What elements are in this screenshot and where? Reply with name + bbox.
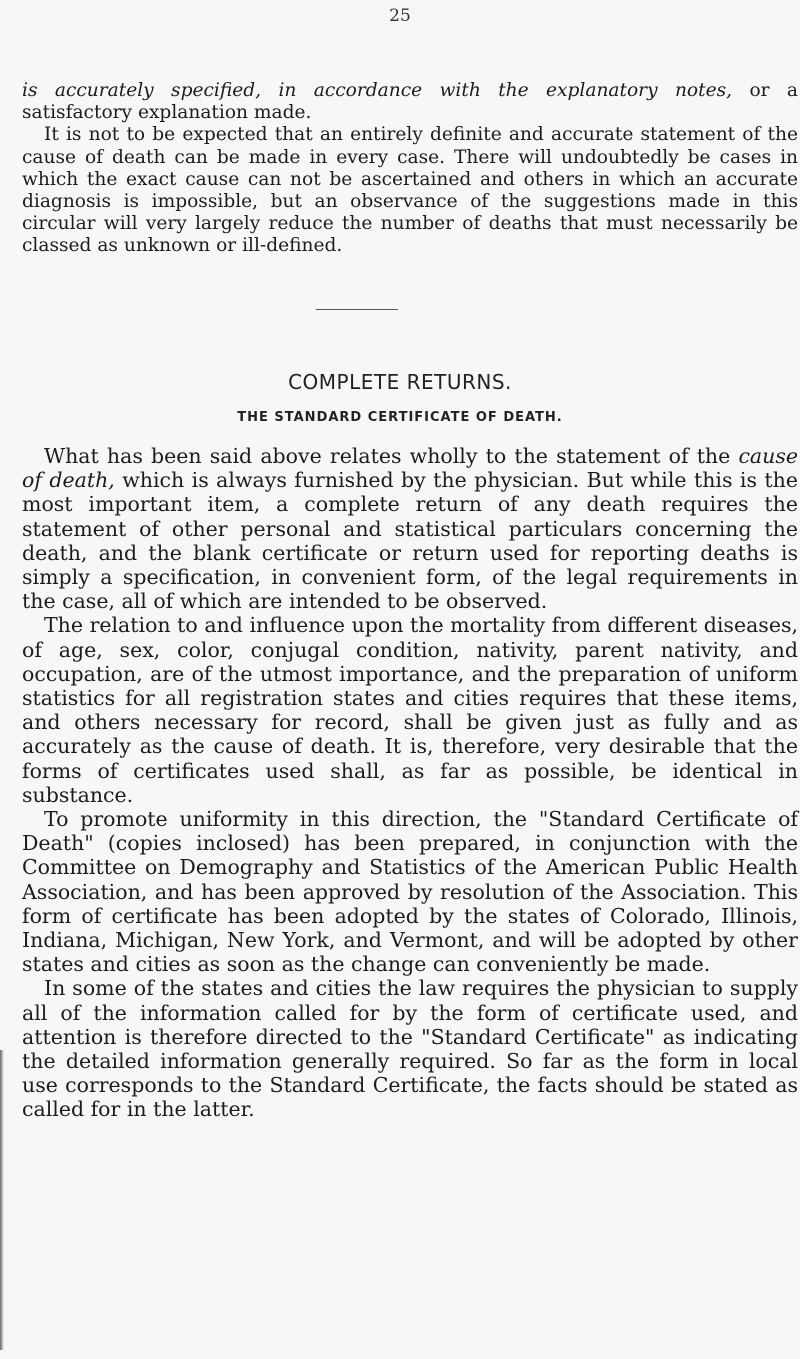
paragraph: In some of the states and cities the law requires the physician to supply all of the information called for by the form of certificate used, and attention is therefore directed to the "Standard Certificate" as indicating the detailed information generally required. So far as the form in local use corresponds to the Standard Certificate, the facts should be stated as called for in the latter. (22, 976, 798, 1122)
main-text (22, 444, 798, 1122)
section-title: COMPLETE RETURNS. (288, 370, 512, 394)
italic-phrase: cause of death, (22, 444, 798, 493)
paragraph-text: or a satisfactory explanation made. (22, 80, 798, 124)
paragraph (22, 444, 798, 613)
section-divider (316, 309, 398, 310)
page-number: 25 (389, 6, 411, 26)
intro-text (22, 80, 798, 258)
paragraph (22, 80, 798, 124)
section-subtitle: THE STANDARD CERTIFICATE OF DEATH. (237, 410, 563, 425)
page-edge-shadow (0, 1050, 4, 1350)
italic-lead: is accurately specified, in accordance with the explanatory notes, (22, 80, 733, 101)
paragraph-text: which is always furnished by the physician. But while this is the most important item, a complete return of any death requires the statement of other personal and statistical particulars concerning the death, and the blank certificate or return used for reporting deaths is simply a specification, in convenient form, of the legal requirements in the case, all of which are intended to be observed. (22, 468, 798, 614)
paragraph: To promote uniformity in this direction, the "Standard Certificate of Death" (copies inclosed) has been prepared, in conjunction with the Committee on Demography and Statistics of the American Public Health Association, and has been approved by resolution of the Association. This form of certificate has been adopted by the states of Colorado, Illinois, Indiana, Michigan, New York, and Vermont, and will be adopted by other states and cities as soon as the change can conveniently be made. (22, 807, 798, 977)
paragraph-text: What has been said above relates wholly to the statement of the (44, 444, 739, 468)
paragraph: It is not to be expected that an entirely definite and accurate statement of the cause of death can be made in every case. There will undoubtedly be cases in which the exact cause can not be ascertained and others in which an accurate diagnosis is impossible, but an observance of the suggestions made in this circular will very largely reduce the number of deaths that must necessarily be classed as unknown or ill-defined. (22, 124, 798, 257)
paragraph: The relation to and influence upon the mortality from different diseases, of age, sex, color, conjugal condition, nativity, parent nativity, and occupation, are of the utmost importance, and the preparation of uniform statistics for all registration states and cities requires that these items, and others necessary for record, shall be given just as fully and as accurately as the cause of death. It is, therefore, very desirable that the forms of certificates used shall, as far as possible, be identical in substance. (22, 613, 798, 807)
